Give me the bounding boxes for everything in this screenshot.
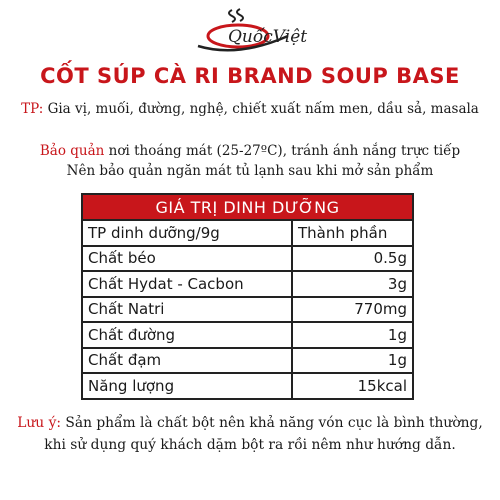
nutrient-name: Chất Natri: [82, 297, 292, 323]
nutrient-name: Năng lượng: [82, 373, 292, 399]
note-label: Lưu ý:: [17, 415, 62, 431]
nutrition-header: GIÁ TRỊ DINH DƯỠNG: [82, 194, 413, 220]
nutrition-table: [81, 193, 414, 400]
logo-graphic: [188, 6, 316, 58]
table-row: [82, 373, 413, 399]
nutrient-value: 1g: [292, 322, 413, 348]
table-header-row: [82, 220, 413, 246]
storage-note: Nên bảo quản ngăn mát tủ lạnh sau khi mở sản phẩm: [66, 163, 434, 179]
nutrient-name: Chất béo: [82, 246, 292, 272]
table-row: [82, 297, 413, 323]
nutrient-name: Chất đường: [82, 322, 292, 348]
product-title: CỐT SÚP CÀ RI BRAND SOUP BASE: [40, 64, 460, 88]
nutrient-value: 3g: [292, 271, 413, 297]
quoc-viet-logo: [188, 6, 316, 58]
ingredients-line: [20, 100, 480, 118]
table-row: [82, 348, 413, 374]
column-name-header: TP dinh dưỡng/9g: [82, 220, 292, 246]
nutrient-value: 770mg: [292, 297, 413, 323]
logo-text: QuốcViệt: [228, 27, 308, 47]
usage-note: [14, 412, 486, 456]
storage-line: [20, 142, 480, 160]
table-row: [82, 271, 413, 297]
storage-text: nơi thoáng mát (25-27ºC), tránh ánh nắng trực tiếp: [108, 143, 461, 159]
nutrient-value: 1g: [292, 348, 413, 374]
table-row: [82, 322, 413, 348]
storage-label: Bảo quản: [39, 143, 105, 159]
note-text: Sản phẩm là chất bột nên khả năng vón cục là bình thường, khi sử dụng quý khách dặm bột ra rồi nêm như hướng dẫn.: [44, 415, 483, 453]
table-row: [82, 246, 413, 272]
ingredients-text: Gia vị, muối, đường, nghệ, chiết xuất nấm men, dầu sả, masala: [47, 101, 479, 117]
nutrient-name: Chất đạm: [82, 348, 292, 374]
nutrient-value: 0.5g: [292, 246, 413, 272]
ingredients-label: TP:: [21, 101, 44, 117]
nutrient-name: Chất Hydat - Cacbon: [82, 271, 292, 297]
nutrient-value: 15kcal: [292, 373, 413, 399]
column-value-header: Thành phần: [292, 220, 413, 246]
